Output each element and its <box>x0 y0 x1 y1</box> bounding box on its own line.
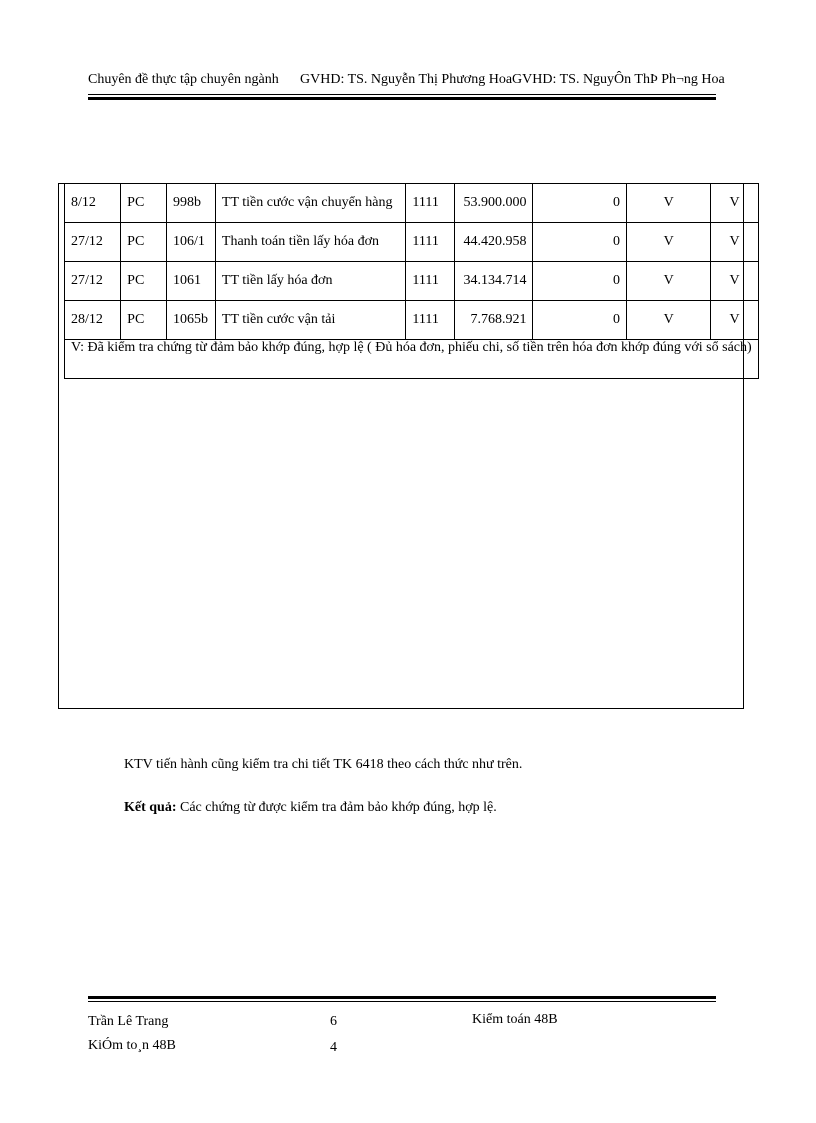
cell-account: 1111 <box>406 223 454 262</box>
table-row <box>65 262 759 301</box>
cell-check-2: V <box>711 223 758 262</box>
table-row <box>65 223 759 262</box>
table-note-row <box>65 340 759 379</box>
cell-type: PC <box>121 262 167 301</box>
cell-type: PC <box>121 184 167 223</box>
cell-date: 27/12 <box>65 223 121 262</box>
cell-check-2: V <box>711 262 758 301</box>
cell-date: 28/12 <box>65 301 121 340</box>
footer-page-bottom: 4 <box>330 1040 337 1055</box>
cell-type: PC <box>121 301 167 340</box>
footer-course: Kiểm toán 48B <box>472 1012 558 1027</box>
cell-check-2: V <box>711 301 758 340</box>
table-row <box>65 301 759 340</box>
cell-number: 998b <box>166 184 215 223</box>
cell-date: 8/12 <box>65 184 121 223</box>
cell-number: 1065b <box>166 301 215 340</box>
cell-type: PC <box>121 223 167 262</box>
cell-zero: 0 <box>533 223 627 262</box>
cell-amount: 7.768.921 <box>454 301 533 340</box>
cell-check-1: V <box>626 184 710 223</box>
cell-zero: 0 <box>533 262 627 301</box>
cell-account: 1111 <box>406 301 454 340</box>
cell-check-1: V <box>626 301 710 340</box>
header-title: Chuyên đề thực tập chuyên ngành <box>88 72 279 87</box>
cell-description: TT tiền cước vận tải <box>215 301 405 340</box>
cell-zero: 0 <box>533 301 627 340</box>
cell-account: 1111 <box>406 262 454 301</box>
footer-page-top: 6 <box>330 1014 337 1029</box>
cell-date: 27/12 <box>65 262 121 301</box>
cell-account: 1111 <box>406 184 454 223</box>
result-label: Kết quả: <box>124 800 177 815</box>
result-paragraph <box>124 800 497 816</box>
voucher-table <box>64 183 759 379</box>
result-text: Các chứng từ được kiểm tra đảm bảo khớp đúng, hợp lệ. <box>176 800 497 815</box>
cell-check-1: V <box>626 262 710 301</box>
cell-number: 106/1 <box>166 223 215 262</box>
footer-rule-thick <box>88 996 716 999</box>
cell-amount: 34.134.714 <box>454 262 533 301</box>
cell-description: TT tiền cước vận chuyển hàng <box>215 184 405 223</box>
header-supervisor: GVHD: TS. Nguyễn Thị Phương HoaGVHD: TS. NguyÔn ThÞ Ph¬ng Hoa <box>300 72 725 87</box>
footer-rule-thin <box>88 1001 716 1002</box>
table-row <box>65 184 759 223</box>
body-paragraph: KTV tiến hành cũng kiểm tra chi tiết TK 6418 theo cách thức như trên. <box>124 757 523 772</box>
footer-author: Trần Lê Trang <box>88 1014 169 1029</box>
header-rule-thin <box>88 94 716 95</box>
cell-check-2: V <box>711 184 758 223</box>
cell-amount: 44.420.958 <box>454 223 533 262</box>
cell-description: TT tiền lấy hóa đơn <box>215 262 405 301</box>
header-rule-thick <box>88 97 716 100</box>
footer-author-alt: KiÓm to¸n 48B <box>88 1038 176 1053</box>
cell-number: 1061 <box>166 262 215 301</box>
cell-amount: 53.900.000 <box>454 184 533 223</box>
cell-zero: 0 <box>533 184 627 223</box>
cell-description: Thanh toán tiền lấy hóa đơn <box>215 223 405 262</box>
table-note: V: Đã kiểm tra chứng từ đảm bảo khớp đúng, hợp lệ ( Đủ hóa đơn, phiếu chi, số tiền trên hóa đơn khớp đúng với sổ sách) <box>65 340 759 379</box>
cell-check-1: V <box>626 223 710 262</box>
